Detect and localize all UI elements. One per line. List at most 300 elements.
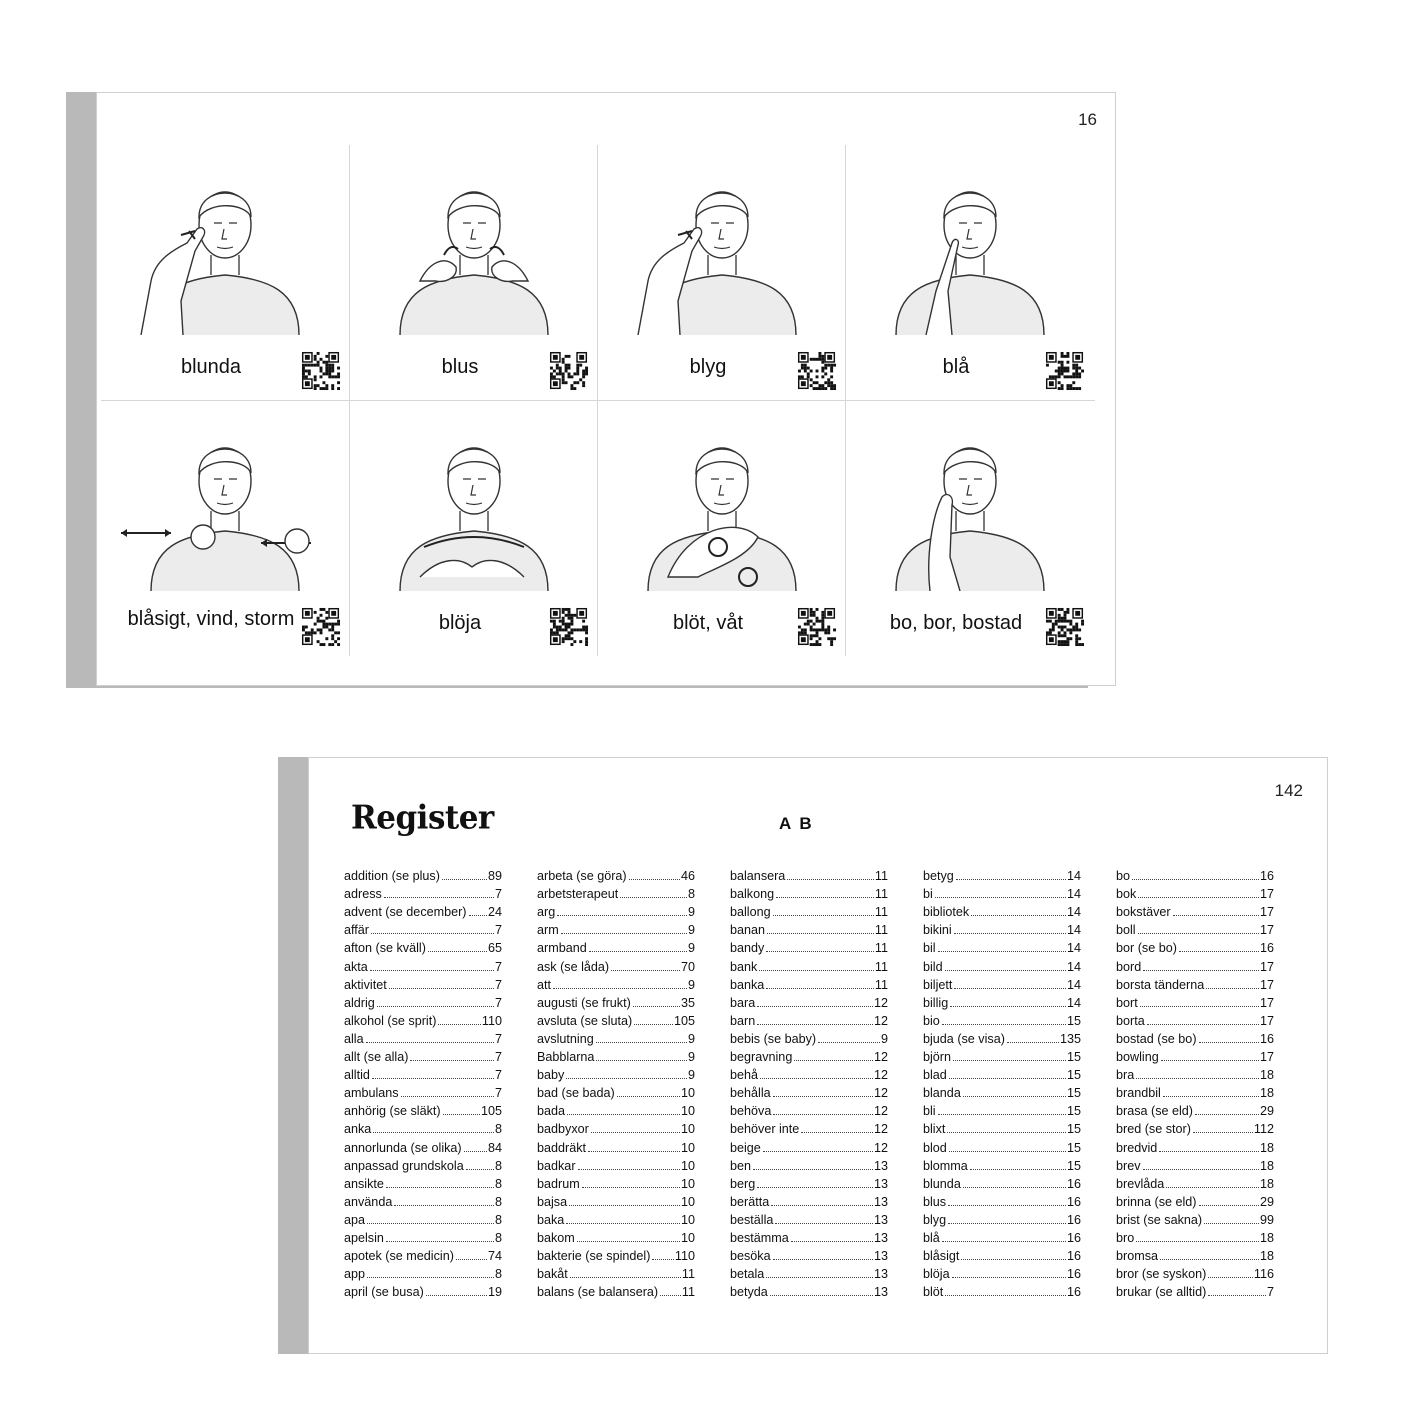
entry-word: annorlunda (se olika) [344,1140,462,1155]
dot-leader [935,897,1066,898]
dot-leader [953,1060,1066,1061]
dot-leader [1179,951,1259,952]
entry-word: avsluta (se sluta) [537,1013,633,1028]
sign-illustration-blus-icon [360,151,588,335]
register-entry [344,975,502,993]
register-entry [537,1119,695,1137]
entry-word: besöka [730,1249,771,1264]
entry-page-number: 7 [494,977,502,992]
register-entry [1116,1282,1274,1300]
dot-leader [954,933,1066,934]
entry-word: bjuda (se visa) [923,1031,1005,1046]
dot-leader [963,1187,1066,1188]
register-entry [344,956,502,974]
sign-label: blöt, våt [672,612,744,634]
entry-page-number: 29 [1259,1194,1274,1209]
entry-word: banka [730,977,765,992]
dot-leader [370,970,494,971]
entry-page-number: 17 [1259,1050,1274,1065]
entry-word: biljett [923,977,953,992]
entry-word: använda [344,1194,393,1209]
register-entry [344,1137,502,1155]
entry-page-number: 11 [874,869,888,884]
sign-grid [101,145,1095,655]
entry-page-number: 11 [681,1267,695,1282]
register-entry [344,938,502,956]
entry-word: bokstäver [1116,905,1171,920]
entry-word: brasa (se eld) [1116,1104,1193,1119]
entry-page-number: 18 [1259,1176,1274,1191]
register-entry [344,1156,502,1174]
entry-page-number: 7 [494,995,502,1010]
entry-word: bor (se bo) [1116,941,1177,956]
register-entry [923,1210,1081,1228]
register-entry [1116,975,1274,993]
qr-code-icon[interactable] [1045,607,1085,647]
dot-leader [757,1024,873,1025]
register-entry [730,1083,888,1101]
dot-leader [577,1241,680,1242]
entry-word: addition (se plus) [344,869,440,884]
dot-leader [566,1078,687,1079]
dot-leader [767,933,874,934]
entry-word: blåsigt [923,1249,960,1264]
entry-page-number: 14 [1066,887,1081,902]
entry-page-number: 11 [874,959,888,974]
entry-page-number: 9 [687,941,695,956]
entry-word: anhörig (se släkt) [344,1104,441,1119]
dot-leader [938,951,1066,952]
register-entry [1116,956,1274,974]
entry-word: anpassad grundskola [344,1158,464,1173]
register-entry [1116,1228,1274,1246]
qr-code-icon[interactable] [549,607,589,647]
dot-leader [561,933,687,934]
register-entry [730,956,888,974]
entry-page-number: 16 [1259,1031,1274,1046]
entry-page-number: 11 [681,1285,695,1300]
entry-word: badkar [537,1158,576,1173]
register-entry [537,1192,695,1210]
qr-code-icon[interactable] [797,351,837,391]
dot-leader [773,1096,873,1097]
sign-label: blus [441,356,479,378]
entry-word: bowling [1116,1050,1159,1065]
entry-word: blå [923,1230,940,1245]
register-entry [1116,938,1274,956]
entry-word: ben [730,1158,752,1173]
register-entry [537,902,695,920]
register-entry [923,1047,1081,1065]
entry-page-number: 14 [1066,869,1081,884]
sign-illustration-blot-icon [608,407,836,591]
dot-leader [589,951,687,952]
dot-leader [578,1169,680,1170]
entry-word: behålla [730,1086,771,1101]
entry-word: beige [730,1140,761,1155]
dot-leader [1199,1205,1259,1206]
register-entry [537,920,695,938]
entry-word: bo [1116,869,1131,884]
entry-page-number: 10 [680,1230,695,1245]
register-entry [1116,1119,1274,1137]
dot-leader [1007,1042,1059,1043]
register-entry [1116,1210,1274,1228]
register-entry [344,1174,502,1192]
entry-word: brist (se sakna) [1116,1212,1203,1227]
entry-word: banan [730,923,766,938]
register-entry [730,1047,888,1065]
dot-leader [938,1114,1066,1115]
entry-page-number: 13 [873,1212,888,1227]
register-entry [537,1065,695,1083]
entry-page-number: 99 [1259,1212,1274,1227]
sign-illustration-bo-icon [856,407,1084,591]
entry-page-number: 18 [1259,1068,1274,1083]
entry-word: bort [1116,995,1138,1010]
entry-word: baka [537,1212,565,1227]
register-entry [923,1246,1081,1264]
entry-page-number: 8 [494,1176,502,1191]
entry-word: advent (se december) [344,905,467,920]
entry-word: balans (se balansera) [537,1285,659,1300]
qr-code-icon[interactable] [301,607,341,647]
register-entry [537,1083,695,1101]
entry-word: bakåt [537,1267,568,1282]
entry-word: bada [537,1104,566,1119]
dot-leader [1208,1277,1253,1278]
register-entry [730,1246,888,1264]
entry-page-number: 13 [873,1230,888,1245]
entry-page-number: 16 [1066,1212,1081,1227]
entry-word: brandbil [1116,1086,1161,1101]
dot-leader [766,988,874,989]
entry-page-number: 11 [874,905,888,920]
sign-label: blunda [180,356,242,378]
register-entry [730,1101,888,1119]
dot-leader [1138,933,1259,934]
entry-word: balansera [730,869,786,884]
dot-leader [970,1169,1066,1170]
entry-page-number: 10 [680,1158,695,1173]
entry-page-number: 9 [687,923,695,938]
dot-leader [371,933,494,934]
dot-leader [428,951,487,952]
register-entry [923,1029,1081,1047]
dot-leader [760,1078,873,1079]
register-entry [537,993,695,1011]
entry-word: behöver inte [730,1122,800,1137]
entry-page-number: 10 [680,1104,695,1119]
register-entry [730,1065,888,1083]
dot-leader [1199,1042,1259,1043]
dot-leader [763,1151,873,1152]
dot-leader [794,1060,873,1061]
sign-illustration-bla-icon [856,151,1084,335]
entry-page-number: 14 [1066,959,1081,974]
register-entry [344,1101,502,1119]
entry-word: behå [730,1068,759,1083]
dot-leader [557,915,687,916]
register-entry [344,1210,502,1228]
sign-page [96,92,1116,686]
sign-card [349,145,597,400]
dot-leader [801,1132,873,1133]
entry-word: arg [537,905,556,920]
dot-leader [956,879,1066,880]
register-entry [1116,1192,1274,1210]
dot-leader [401,1096,494,1097]
dot-leader [757,1187,873,1188]
register-entry [923,956,1081,974]
entry-word: borsta tänderna [1116,977,1205,992]
dot-leader [372,1078,494,1079]
register-entry [537,884,695,902]
entry-page-number: 11 [874,977,888,992]
dot-leader [1193,1132,1253,1133]
entry-word: billig [923,995,949,1010]
register-entry [344,884,502,902]
sign-card [597,401,845,656]
entry-word: bli [923,1104,936,1119]
sign-label: blöja [438,612,482,634]
entry-page-number: 15 [1066,1104,1081,1119]
register-entry [537,956,695,974]
entry-page-number: 12 [873,1104,888,1119]
entry-page-number: 17 [1259,887,1274,902]
dot-leader [366,1042,494,1043]
register-column [1116,866,1274,1300]
dot-leader [588,1151,680,1152]
entry-page-number: 11 [874,887,888,902]
register-entry [344,866,502,884]
dot-leader [611,970,680,971]
entry-page-number: 8 [494,1158,502,1173]
entry-page-number: 8 [494,1194,502,1209]
qr-code-icon[interactable] [301,351,341,391]
register-entry [730,938,888,956]
register-entry [730,975,888,993]
entry-page-number: 12 [873,1122,888,1137]
sign-card [101,145,349,400]
dot-leader [948,1205,1066,1206]
register-entry [537,1210,695,1228]
entry-page-number: 8 [494,1212,502,1227]
entry-word: brukar (se alltid) [1116,1285,1207,1300]
qr-code-icon[interactable] [797,607,837,647]
entry-page-number: 18 [1259,1249,1274,1264]
entry-page-number: 19 [487,1285,502,1300]
register-entry [923,1192,1081,1210]
entry-word: berätta [730,1194,770,1209]
dot-leader [389,988,494,989]
register-entry [537,1246,695,1264]
entry-page-number: 8 [494,1267,502,1282]
entry-page-number: 89 [487,869,502,884]
register-entry [730,1156,888,1174]
dot-leader [377,1006,494,1007]
register-entry [537,938,695,956]
dot-leader [818,1042,880,1043]
entry-word: blöja [923,1267,950,1282]
sign-card [349,401,597,656]
dot-leader [438,1024,481,1025]
register-entry [537,1011,695,1029]
register-title: Register [351,799,494,837]
register-entry [730,993,888,1011]
qr-code-icon[interactable] [1045,351,1085,391]
entry-word: bord [1116,959,1142,974]
dot-leader [1147,1024,1259,1025]
entry-page-number: 105 [673,1013,695,1028]
entry-page-number: 14 [1066,977,1081,992]
entry-page-number: 16 [1066,1194,1081,1209]
entry-page-number: 15 [1066,1013,1081,1028]
register-entry [1116,920,1274,938]
register-entry [730,920,888,938]
entry-word: armband [537,941,587,956]
register-page [308,757,1328,1354]
sign-label: blå [942,356,970,378]
register-entry [730,1029,888,1047]
entry-page-number: 11 [874,923,888,938]
entry-page-number: 14 [1066,995,1081,1010]
register-entry [923,1264,1081,1282]
dot-leader [1161,1060,1259,1061]
dot-leader [945,970,1066,971]
dot-leader [773,1259,873,1260]
register-entry [344,1228,502,1246]
qr-code-icon[interactable] [549,351,589,391]
entry-page-number: 12 [873,995,888,1010]
entry-page-number: 10 [680,1194,695,1209]
entry-page-number: 17 [1259,995,1274,1010]
register-entry [344,1192,502,1210]
dot-leader [770,1295,873,1296]
entry-page-number: 9 [687,905,695,920]
entry-word: alkohol (se sprit) [344,1013,437,1028]
dot-leader [464,1151,487,1152]
entry-page-number: 18 [1259,1158,1274,1173]
register-entry [1116,1246,1274,1264]
dot-leader [1159,1151,1259,1152]
dot-leader [1206,988,1259,989]
sign-card [597,145,845,400]
dot-leader [942,1241,1066,1242]
entry-word: bakom [537,1230,575,1245]
entry-word: att [537,977,552,992]
entry-page-number: 7 [1266,1285,1274,1300]
entry-word: behöva [730,1104,772,1119]
register-entry [923,866,1081,884]
entry-page-number: 10 [680,1122,695,1137]
entry-word: borta [1116,1013,1145,1028]
entry-page-number: 105 [480,1104,502,1119]
register-column [537,866,695,1300]
entry-page-number: 18 [1259,1086,1274,1101]
dot-leader [443,1114,480,1115]
entry-word: blöt [923,1285,944,1300]
register-entry [923,975,1081,993]
dot-leader [766,951,874,952]
entry-page-number: 24 [487,905,502,920]
register-entry [537,1228,695,1246]
dot-leader [456,1259,487,1260]
dot-leader [384,897,494,898]
dot-leader [566,1223,680,1224]
register-entry [1116,1083,1274,1101]
entry-page-number: 16 [1259,869,1274,884]
entry-page-number: 8 [494,1122,502,1137]
entry-word: apotek (se medicin) [344,1249,454,1264]
dot-leader [948,1223,1066,1224]
register-entry [730,1192,888,1210]
entry-word: begravning [730,1050,793,1065]
entry-page-number: 17 [1259,959,1274,974]
entry-word: badrum [537,1176,580,1191]
entry-word: bostad (se bo) [1116,1031,1197,1046]
entry-page-number: 7 [494,1086,502,1101]
register-entry [923,1156,1081,1174]
register-entry [1116,1174,1274,1192]
entry-page-number: 8 [494,1230,502,1245]
register-entry [344,1011,502,1029]
entry-word: ask (se låda) [537,959,610,974]
entry-page-number: 10 [680,1176,695,1191]
entry-word: blus [923,1194,947,1209]
dot-leader [1143,1169,1259,1170]
dot-leader [791,1241,873,1242]
entry-word: bio [923,1013,940,1028]
dot-leader [1166,1187,1259,1188]
entry-page-number: 13 [873,1285,888,1300]
dot-leader [949,1078,1066,1079]
entry-word: baddräkt [537,1140,587,1155]
entry-word: björn [923,1050,952,1065]
entry-page-number: 10 [680,1140,695,1155]
register-entry [1116,993,1274,1011]
entry-word: brevlåda [1116,1176,1165,1191]
entry-word: blunda [923,1176,961,1191]
entry-word: bikini [923,923,952,938]
register-entry [923,1065,1081,1083]
entry-page-number: 8 [687,887,695,902]
entry-word: bil [923,941,936,956]
entry-word: brev [1116,1158,1141,1173]
entry-page-number: 18 [1259,1140,1274,1155]
entry-page-number: 13 [873,1176,888,1191]
register-entry [1116,1065,1274,1083]
entry-word: bank [730,959,758,974]
entry-word: blomma [923,1158,968,1173]
entry-page-number: 10 [680,1212,695,1227]
dot-leader [952,1277,1066,1278]
dot-leader [570,1277,681,1278]
entry-page-number: 14 [1066,905,1081,920]
register-entry [537,1282,695,1300]
register-entry [730,1210,888,1228]
register-entry [344,1029,502,1047]
entry-page-number: 15 [1066,1158,1081,1173]
entry-word: aldrig [344,995,375,1010]
sign-illustration-blunda-icon [111,151,339,335]
dot-leader [1163,1096,1259,1097]
register-entry [1116,1156,1274,1174]
register-entry [344,902,502,920]
register-entry [537,1137,695,1155]
entry-page-number: 74 [487,1249,502,1264]
dot-leader [660,1295,681,1296]
